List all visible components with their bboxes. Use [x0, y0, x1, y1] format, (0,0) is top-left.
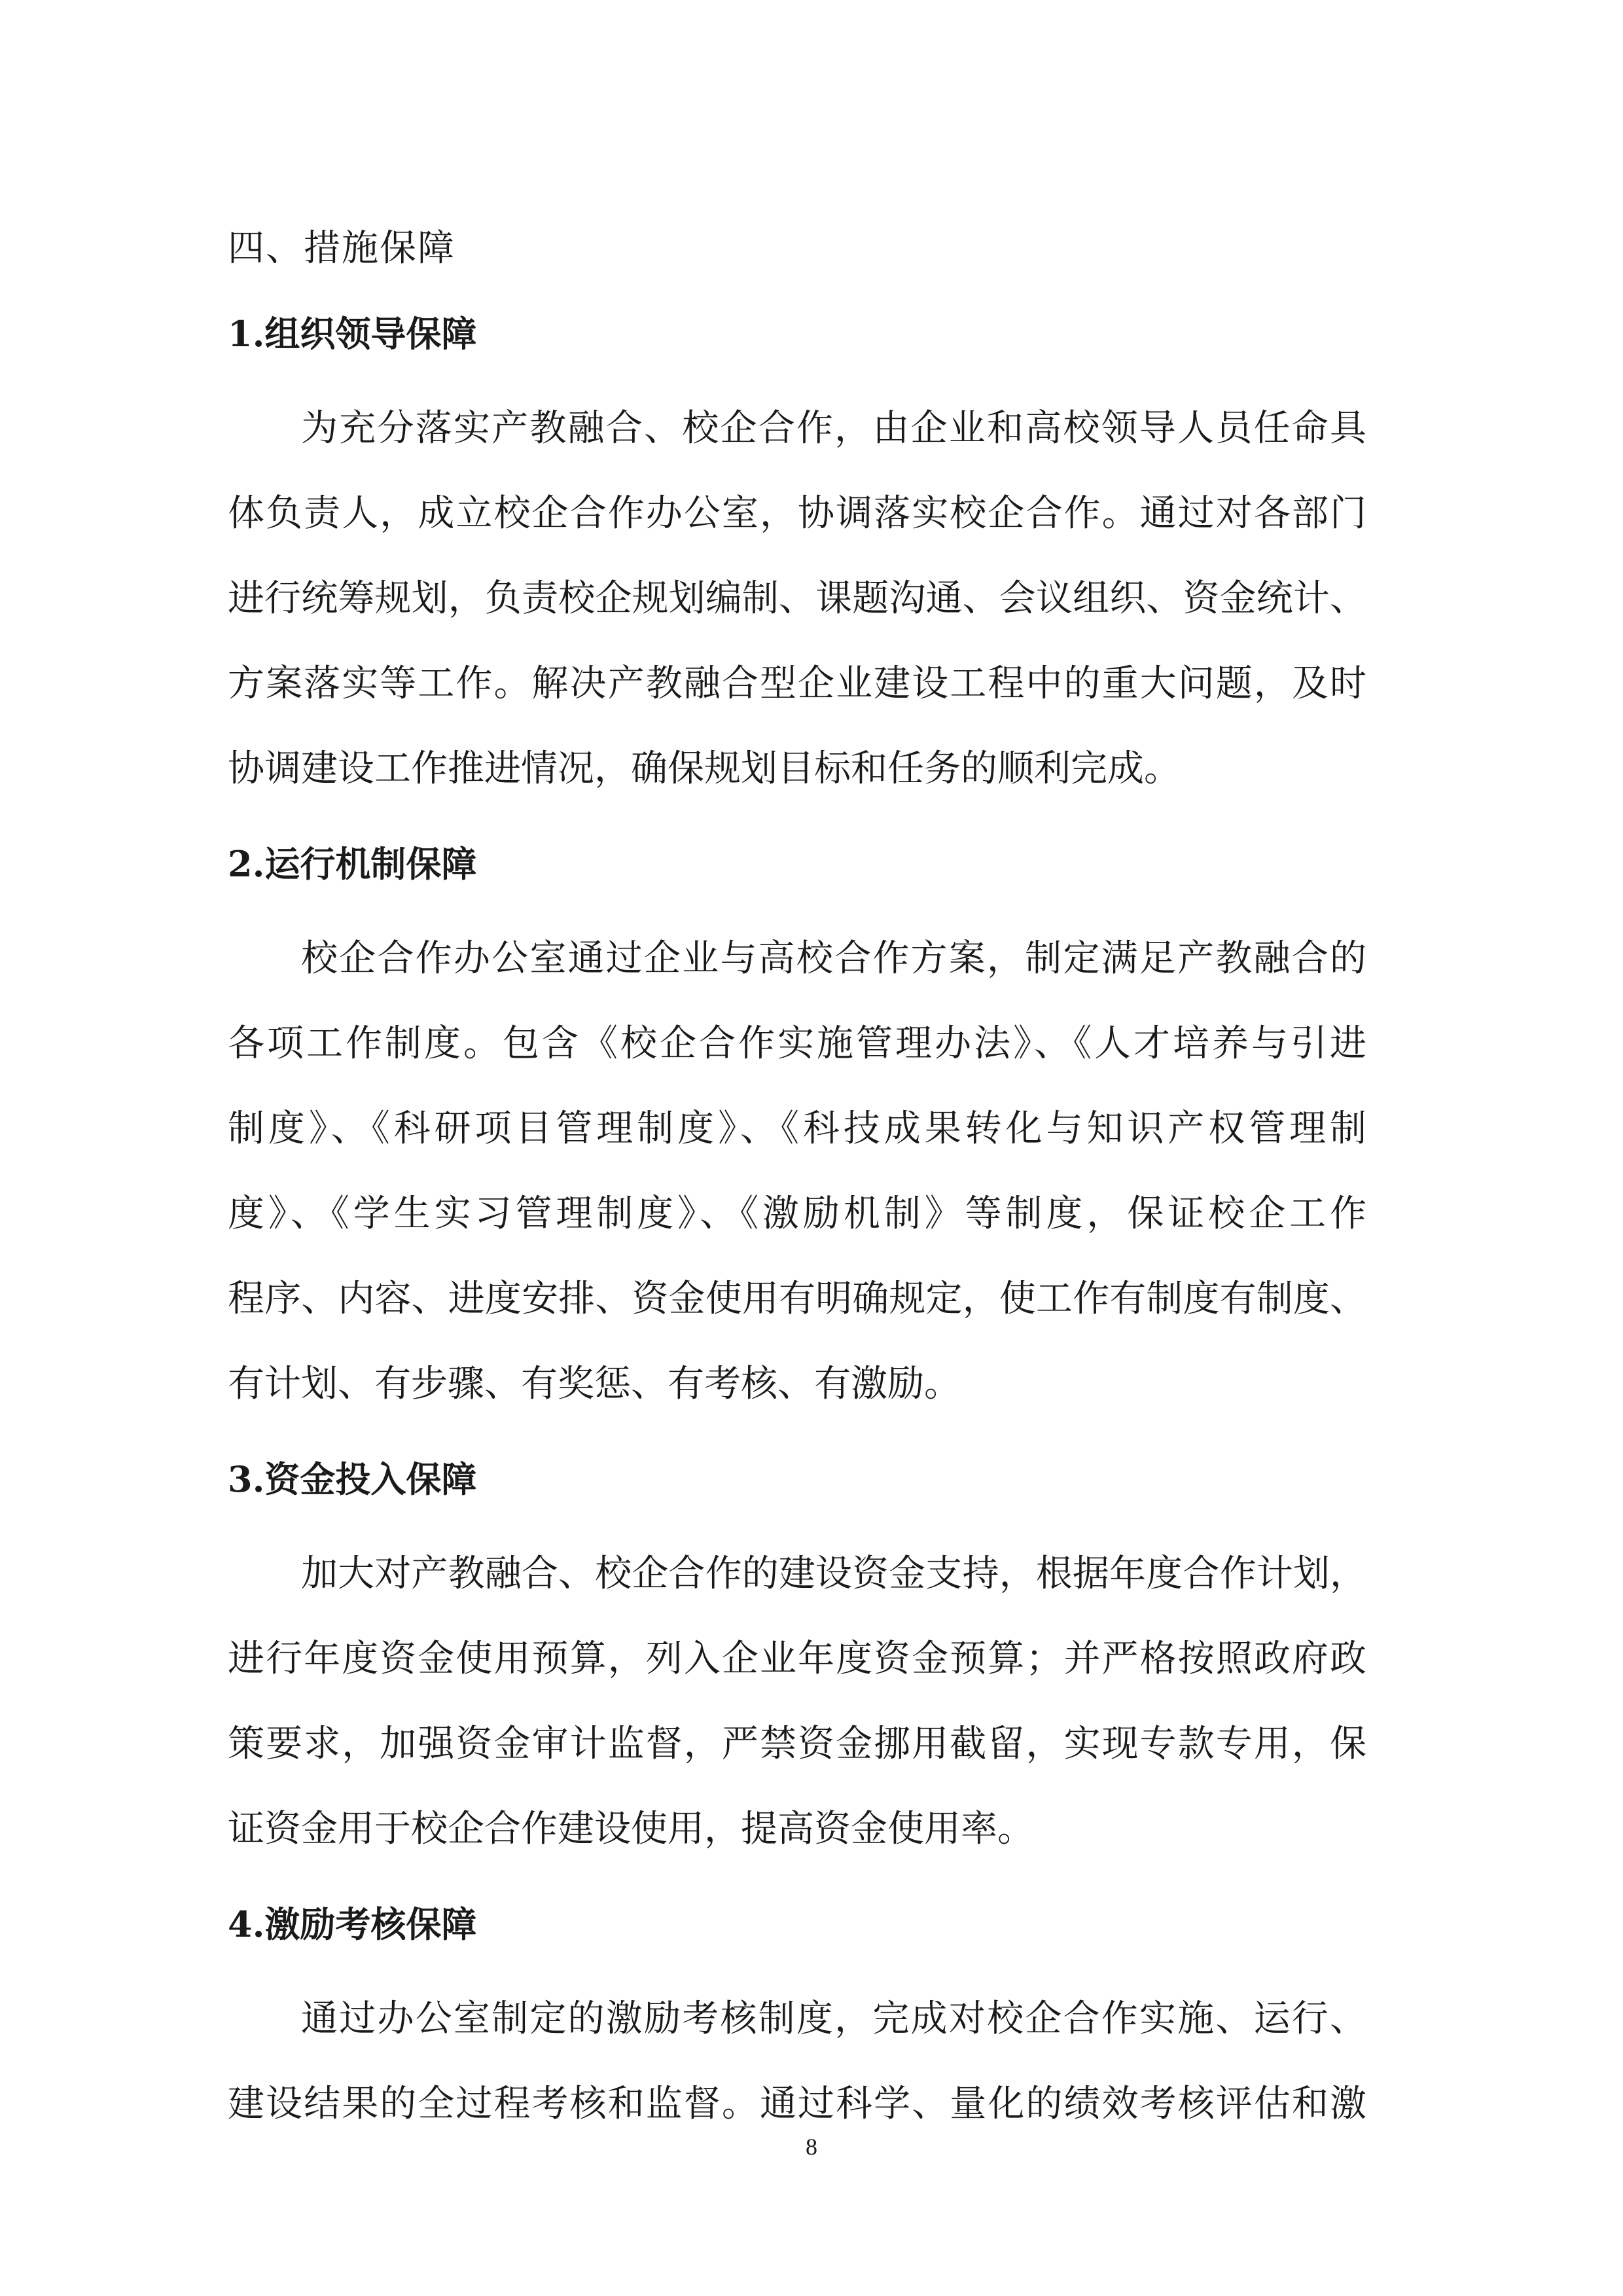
subsection-title-4: 4.激励考核保障 [228, 1903, 477, 1945]
text-line: 体负责人，成立校企合作办公室，协调落实校企合作。通过对各部门 [228, 492, 1366, 535]
subsection-title-3: 3.资金投入保障 [228, 1458, 477, 1500]
text-line: 策要求，加强资金审计监督，严禁资金挪用截留，实现专款专用，保 [228, 1723, 1366, 1765]
paragraph-1 [228, 386, 1366, 812]
text-line: 证资金用于校企合作建设使用，提高资金使用率。 [228, 1808, 1034, 1850]
paragraph-3 [228, 1532, 1366, 1872]
text-line: 有计划、有步骤、有奖惩、有考核、有激励。 [228, 1363, 961, 1405]
text-line: 建设结果的全过程考核和监督。通过科学、量化的绩效考核评估和激 [228, 2083, 1366, 2125]
paragraph-4 [228, 1977, 1366, 2147]
text-line: 校企合作办公室通过企业与高校合作方案，制定满足产教融合的 [301, 937, 1366, 980]
subsection-title-1: 1.组织领导保障 [228, 313, 477, 355]
text-line: 制度》、《科研项目管理制度》、《科技成果转化与知识产权管理制 [228, 1107, 1366, 1150]
section-title: 四、措施保障 [228, 227, 455, 270]
text-line: 协调建设工作推进情况，确保规划目标和任务的顺利完成。 [228, 747, 1181, 790]
text-line: 程序、内容、进度安排、资金使用有明确规定，使工作有制度有制度、 [228, 1278, 1366, 1320]
text-line: 各项工作制度。包含《校企合作实施管理办法》、《人才培养与引进 [228, 1022, 1366, 1065]
document-body [228, 216, 1366, 2166]
text-line: 进行年度资金使用预算，列入企业年度资金预算；并严格按照政府政 [228, 1638, 1366, 1680]
text-line: 通过办公室制定的激励考核制度，完成对校企合作实施、运行、 [301, 1998, 1366, 2040]
text-line: 加大对产教融合、校企合作的建设资金支持，根据年度合作计划， [301, 1552, 1366, 1595]
text-line: 方案落实等工作。解决产教融合型企业建设工程中的重大问题，及时 [228, 662, 1366, 705]
text-line: 为充分落实产教融合、校企合作，由企业和高校领导人员任命具 [301, 407, 1366, 450]
text-line: 度》、《学生实习管理制度》、《激励机制》等制度，保证校企工作 [228, 1193, 1366, 1235]
paragraph-2 [228, 916, 1366, 1427]
subsection-title-2: 2.运行机制保障 [228, 843, 477, 885]
page-number: 8 [806, 2134, 817, 2160]
text-line: 进行统筹规划，负责校企规划编制、课题沟通、会议组织、资金统计、 [228, 577, 1366, 620]
